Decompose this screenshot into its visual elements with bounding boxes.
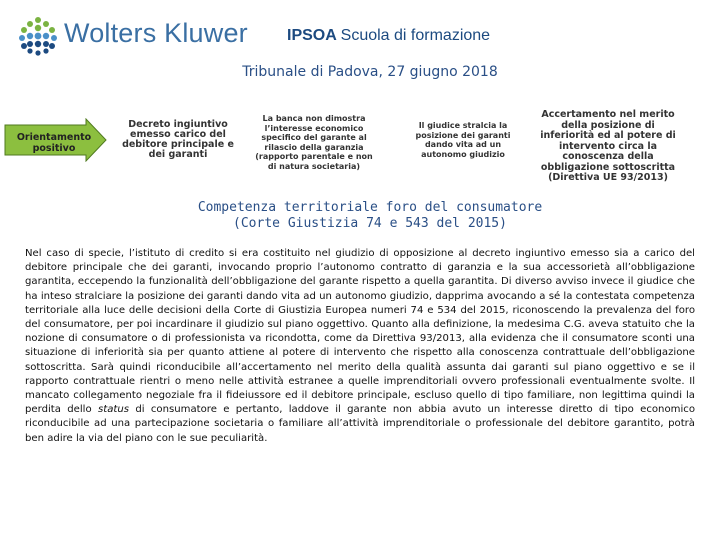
flow-start-label: Orientamento positivo <box>16 132 92 154</box>
flow-step-2: La banca non dimostra l’interesse economico specifico del garante al rilascio della garanzia (rapporto parentale e non di natura societaria) <box>255 114 373 171</box>
brand-sub-rest: Scuola di formazione <box>340 27 491 44</box>
brand-name: Wolters Kluwer <box>64 18 248 48</box>
section-subtitle <box>20 200 720 232</box>
slide-title: Tribunale di Padova, 27 giugno 2018 <box>242 64 498 80</box>
flow-step-4: Accertamento nel merito della posizione di inferiorità ed al potere di intervento circa la conoscenza della obbligazione sottoscritta (Direttiva UE 93/2013) <box>540 109 676 183</box>
subtitle-line-2: (Corte Giustizia 74 e 543 del 2015) <box>233 216 507 231</box>
brand-sub-bold: IPSOA <box>287 27 337 44</box>
subtitle-line-1: Competenza territoriale foro del consumatore <box>197 200 543 215</box>
header <box>0 0 720 60</box>
body-text-part-2: di consumatore e pertanto, laddove il garante non abbia avuto un interesse diretto di tipo economico riconducibile ad una partecipazione societaria o familiare all’attività imprenditoriale o professionale del debitore garantito, potrà ben adire la via del piano con le sue peculiarità. <box>25 404 695 444</box>
brand-subtitle <box>287 27 490 45</box>
flow-step-3: Il giudice stralcia la posizione dei garanti dando vita ad un autonomo giudizio <box>415 121 511 159</box>
body-text-italic: status <box>97 404 129 416</box>
wk-dot-grid-logo-icon <box>18 16 58 56</box>
body-paragraph <box>25 247 695 446</box>
body-text-part-1: Nel caso di specie, l’istituto di credito si era costituito nel giudizio di opposizione al decreto ingiuntivo emesso sia a carico del debitore principale che dei garanti, invocando proprio l’autonomo contratto di garanzia e la sua accessorietà all’obbligazione garantita, eccependo la funzionalità dell’obbligazione del garante rispetto a quella garantita. Di diverso avviso invece il giudice che ha inteso stralciare la posizione dei garanti dando vita ad un autonomo giudizio, dapprima avocando a sé la contestata competenza territoriale alla luce delle decisioni della Corte di Giustizia Europea numeri 74 e 534 del 2015, riconoscendo la prevalenza del foro del consumatore, per poi incardinare il giudizio sul piano oggettivo. Quanto alla definizione, la medesima C.G. aveva statuito che la nozione di consumatore o di professionista va ricondotta, come da Direttiva 93/2013, alla evidenza che il consumatore sconti una situazione di inferiorità sia per quanto attiene al potere di intervento che rispetto alla conoscenza contrattuale dell’obbligazione sottoscritta. Sarà quindi riconducibile all’accertamento nel merito della qualità assunta dai garanti sul piano oggettivo e se il rapporto contrattuale rientri o meno nelle attività estranee a quelle imprenditoriali ovvero professionali eventualmente svolte. Il mancato collegamento negoziale fra il fideiussore ed il debitore principale, escluso quello di tipo familiare, non legittima quindi la perdita dello <box>25 248 695 416</box>
flow-step-1: Decreto ingiuntivo emesso carico del debitore principale e dei garanti <box>122 119 234 160</box>
